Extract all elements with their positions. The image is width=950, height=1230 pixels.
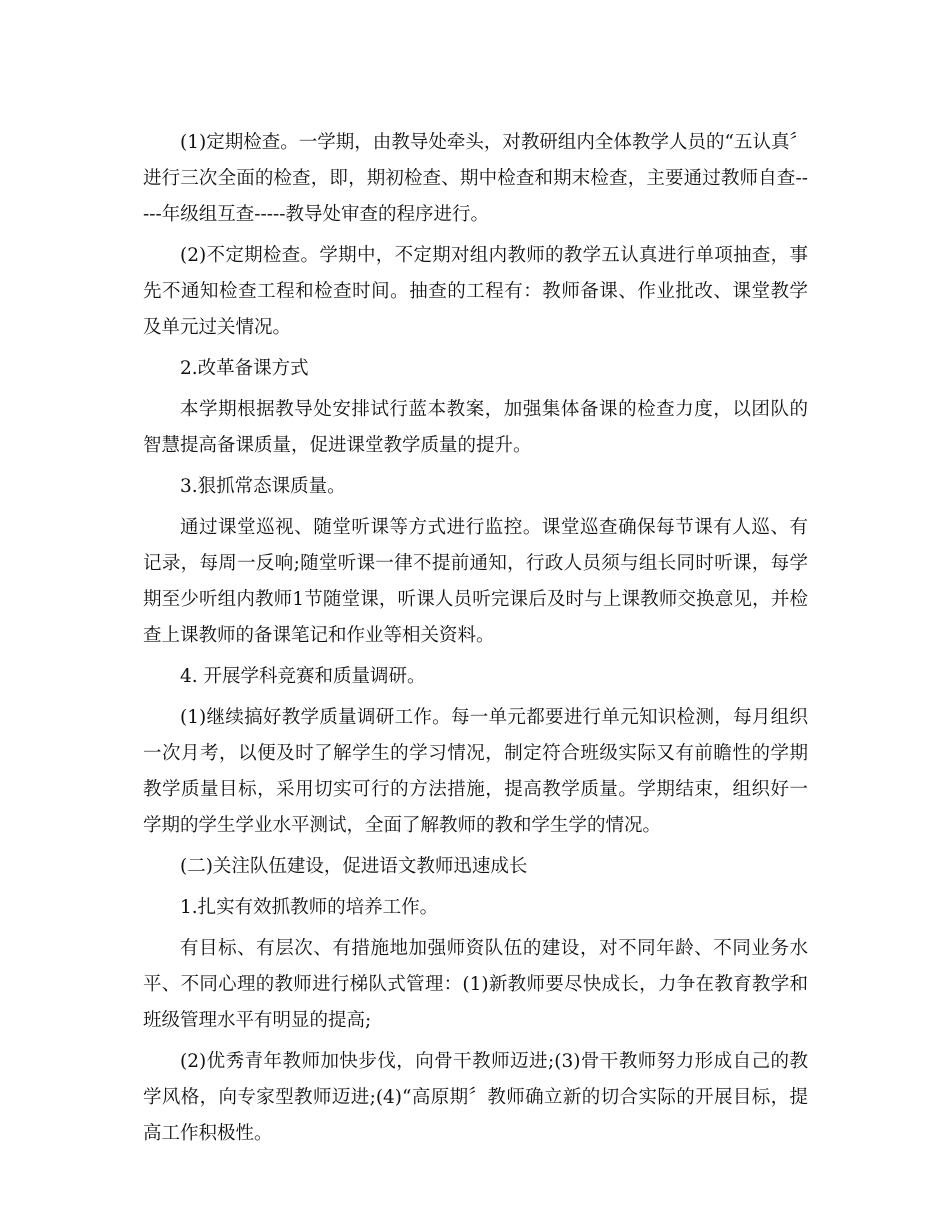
heading-competitions: 4. 开展学科竞赛和质量调研。 — [180, 666, 426, 687]
heading-class-quality: 3.狠抓常态课质量。 — [180, 476, 346, 497]
document-body — [143, 125, 808, 1157]
paragraph-quality-research: (1)继续搞好教学质量调研工作。每一单元都要进行单元知识检测，每月组织一次月考，以便及时了解学生的学习情况，制定符合班级实际又有前瞻性的学期教学质量目标，采用切实可行的方法措施，提高教学质量。学期结束，组织好一学期的学生学业水平测试，全面了解教师的教和学生学的情况。 — [143, 707, 808, 836]
heading-reform-lesson-prep: 2.改革备课方式 — [180, 358, 309, 379]
paragraph-lesson-prep: 本学期根据教导处安排试行蓝本教案，加强集体备课的检查力度，以团队的智慧提高备课质量，促进课堂教学质量的提升。 — [143, 399, 808, 456]
paragraph-periodic-check: (1)定期检查。一学期，由教导处牵头，对教研组内全体教学人员的“五认真〞进行三次全面的检查，即，期初检查、期中检查和期末检查，主要通过教师自查-----年级组互查-----教导处审查的程序进行。 — [143, 132, 808, 225]
paragraph-tiered-management: 有目标、有层次、有措施地加强师资队伍的建设，对不同年龄、不同业务水平、不同心理的教师进行梯队式管理：(1)新教师要尽快成长，力争在教育教学和班级管理水平有明显的提高; — [143, 938, 808, 1031]
heading-team-building: (二)关注队伍建设，促进语文教师迅速成长 — [180, 856, 528, 877]
paragraph-irregular-check: (2)不定期检查。学期中，不定期对组内教师的教学五认真进行单项抽查，事先不通知检查工程和检查时间。抽查的工程有：教师备课、作业批改、课堂教学及单元过关情况。 — [143, 245, 808, 338]
heading-teacher-training: 1.扎实有效抓教师的培养工作。 — [180, 897, 439, 918]
paragraph-teacher-goals: (2)优秀青年教师加快步伐，向骨干教师迈进;(3)骨干教师努力形成自己的教学风格，向专家型教师迈进;(4)“高原期〞教师确立新的切合实际的开展目标，提高工作积极性。 — [143, 1051, 808, 1144]
paragraph-class-monitoring: 通过课堂巡视、随堂听课等方式进行监控。课堂巡查确保每节课有人巡、有记录，每周一反响;随堂听课一律不提前通知，行政人员须与组长同时听课，每学期至少听组内教师1节随堂课，听课人员听完课后及时与上课教师交换意见，并检查上课教师的备课笔记和作业等相关资料。 — [143, 517, 808, 646]
